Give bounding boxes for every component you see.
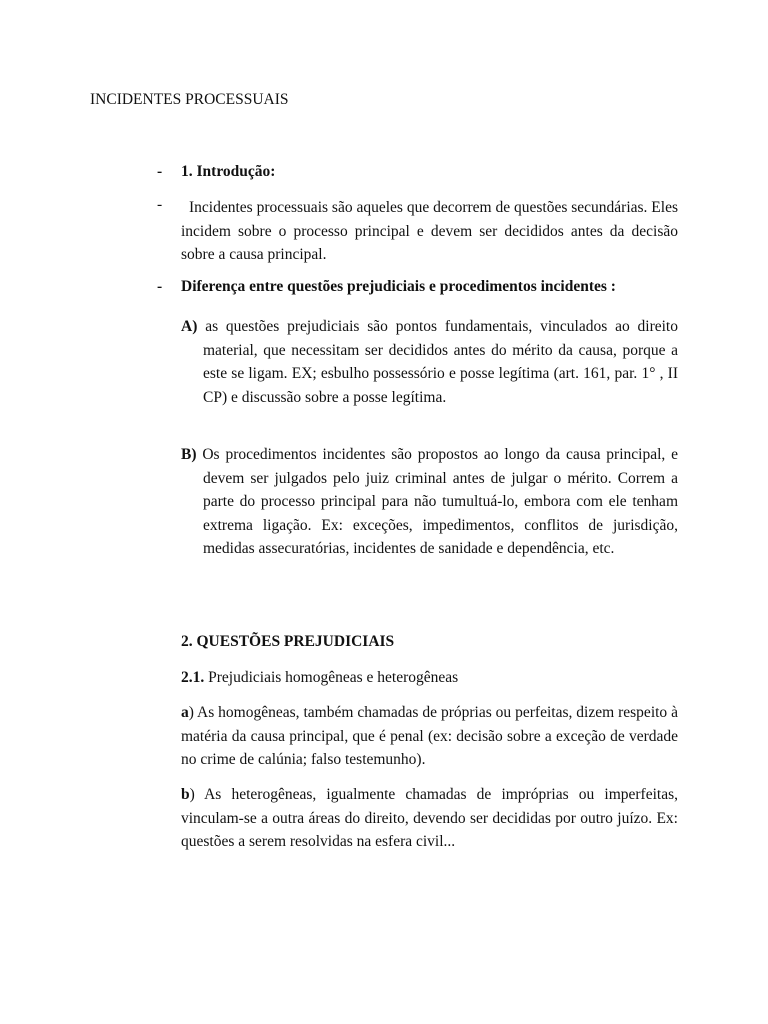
paragraph-a-text: ) As homogêneas, também chamadas de próprias ou perfeitas, dizem respeito à matéria da causa principal, que é penal (ex: decisão sobre a exceção de verdade no crime de calúnia; falso testemunho). <box>181 704 678 768</box>
diff-heading: Diferença entre questões prejudiciais e procedimentos incidentes : <box>181 278 616 295</box>
item-b <box>181 443 678 561</box>
paragraph-b-text: ) As heterogêneas, igualmente chamadas de impróprias ou imperfeitas, vinculam-se a outra áreas do direito, devendo ser decididas por outro juízo. Ex: questões a serem resolvidas na esfera civil... <box>181 786 678 850</box>
section2-subheading <box>181 666 678 690</box>
paragraph-b <box>181 783 678 854</box>
paragraph-a <box>181 701 678 772</box>
intro-heading: 1. Introdução: <box>181 163 276 180</box>
paragraph-b-marker: b <box>181 786 190 803</box>
item-a-text: as questões prejudiciais são pontos fundamentais, vinculados ao direito material, que necessitam ser decididos antes do mérito da causa, porque a este se ligam. EX; esbulho possessório e posse legítima (art. 161, par. 1° , II CP) e discussão sobre a posse legítima. <box>203 318 678 406</box>
document-title: INCIDENTES PROCESSUAIS <box>90 91 289 108</box>
intro-paragraph-dash: - <box>157 196 163 213</box>
section2-sub-number: 2.1. <box>181 669 205 686</box>
intro-paragraph: Incidentes processuais são aqueles que decorrem de questões secundárias. Eles incidem sobre o processo principal e devem ser decididos antes da decisão sobre a causa principal. <box>181 199 678 263</box>
diff-dash: - <box>157 278 163 295</box>
item-a-marker: A) <box>181 318 198 335</box>
paragraph-a-marker: a <box>181 704 189 721</box>
section2-sub-title: Prejudiciais homogêneas e heterogêneas <box>208 669 459 686</box>
item-b-marker: B) <box>181 446 197 463</box>
section2-heading: 2. QUESTÕES PREJUDICIAIS <box>181 633 395 650</box>
intro-dash: - <box>157 163 163 180</box>
item-a <box>181 315 678 409</box>
item-b-text: Os procedimentos incidentes são propostos ao longo da causa principal, e devem ser julgados pelo juiz criminal antes de julgar o mérito. Correm a parte do processo principal para não tumultuá-lo, embora com ele tenham extrema ligação. Ex: exceções, impedimentos, conflitos de jurisdição, medidas assecuratórias, incidentes de sanidade e dependência, etc. <box>202 446 679 557</box>
